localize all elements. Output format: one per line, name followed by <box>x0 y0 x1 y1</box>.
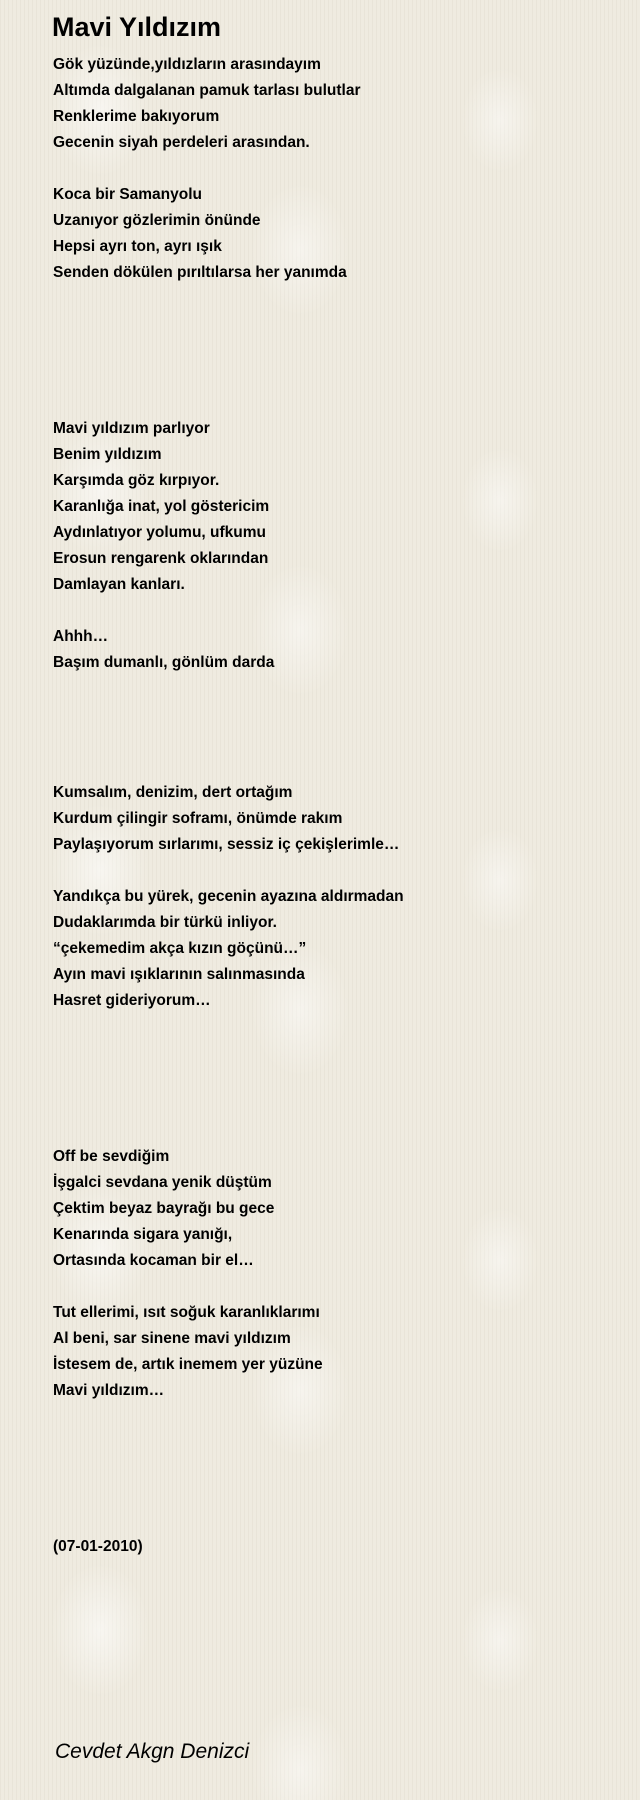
poem-line: Damlayan kanları. <box>53 576 185 593</box>
poem-line: Karşımda göz kırpıyor. <box>53 472 220 489</box>
stanza-break <box>53 1040 613 1066</box>
stanza-break <box>53 858 613 884</box>
poem-line: Uzanıyor gözlerimin önünde <box>53 212 261 229</box>
stanza-break <box>53 676 613 702</box>
stanza-break <box>53 286 613 312</box>
poem-line: Aydınlatıyor yolumu, ufkumu <box>53 524 266 541</box>
stanza-break <box>53 1508 613 1534</box>
poem-line: Paylaşıyorum sırlarımı, sessiz iç çekişlerimle… <box>53 836 400 853</box>
poem-line: Al beni, sar sinene mavi yıldızım <box>53 1330 291 1347</box>
stanza-break <box>53 390 613 416</box>
poem-line: Yandıkça bu yürek, gecenin ayazına aldırmadan <box>53 888 404 905</box>
stanza-break <box>53 1066 613 1092</box>
stanza-break <box>53 1482 613 1508</box>
poem-line: Kenarında sigara yanığı, <box>53 1226 233 1243</box>
poem-line: İşgalci sevdana yenik düştüm <box>53 1174 272 1191</box>
poem-line: (07-01-2010) <box>53 1538 143 1555</box>
stanza-break <box>53 728 613 754</box>
poem-line: İstesem de, artık inemem yer yüzüne <box>53 1356 323 1373</box>
poem-line: Hepsi ayrı ton, ayrı ışık <box>53 238 222 255</box>
poem-line: Ortasında kocaman bir el… <box>53 1252 254 1269</box>
stanza-break <box>53 1456 613 1482</box>
poem-line: Off be sevdiğim <box>53 1148 170 1165</box>
poem-line: Kumsalım, denizim, dert ortağım <box>53 784 293 801</box>
stanza-break <box>53 1014 613 1040</box>
stanza-break <box>53 1430 613 1456</box>
stanza-break <box>53 338 613 364</box>
stanza-break <box>53 1274 613 1300</box>
poem-line: Gecenin siyah perdeleri arasından. <box>53 134 310 151</box>
poem-line: Dudaklarımda bir türkü inliyor. <box>53 914 277 931</box>
poem-line: Karanlığa inat, yol göstericim <box>53 498 270 515</box>
poem-line: Renklerime bakıyorum <box>53 108 220 125</box>
stanza-break <box>53 364 613 390</box>
poem-line: Koca bir Samanyolu <box>53 186 203 203</box>
stanza-break <box>53 702 613 728</box>
poem-title: Mavi Yıldızım <box>52 12 222 42</box>
poem-author: Cevdet Akgn Denizci <box>55 1740 250 1763</box>
poem-line: Altımda dalgalanan pamuk tarlası bulutlar <box>53 82 361 99</box>
poem-body <box>53 52 613 1560</box>
poem-line: Mavi yıldızım parlıyor <box>53 420 210 437</box>
poem-line: Tut ellerimi, ısıt soğuk karanlıklarımı <box>53 1304 320 1321</box>
stanza-break <box>53 312 613 338</box>
poem-line: Ayın mavi ışıklarının salınmasında <box>53 966 305 983</box>
poem-line: Senden dökülen pırıltılarsa her yanımda <box>53 264 347 281</box>
stanza-break <box>53 1092 613 1118</box>
poem-line: Benim yıldızım <box>53 446 162 463</box>
poem-line: Mavi yıldızım… <box>53 1382 165 1399</box>
stanza-break <box>53 1404 613 1430</box>
poem-line: Gök yüzünde,yıldızların arasındayım <box>53 56 321 73</box>
poem-line: Başım dumanlı, gönlüm darda <box>53 654 275 671</box>
poem-line: Çektim beyaz bayrağı bu gece <box>53 1200 275 1217</box>
poem-line: Ahhh… <box>53 628 109 645</box>
stanza-break <box>53 598 613 624</box>
stanza-break <box>53 754 613 780</box>
stanza-break <box>53 156 613 182</box>
poem-line: “çekemedim akça kızın göçünü…” <box>53 940 307 957</box>
stanza-break <box>53 1118 613 1144</box>
poem-line: Kurdum çilingir soframı, önümde rakım <box>53 810 343 827</box>
poem-line: Erosun rengarenk oklarından <box>53 550 269 567</box>
poem-line: Hasret gideriyorum… <box>53 992 211 1009</box>
